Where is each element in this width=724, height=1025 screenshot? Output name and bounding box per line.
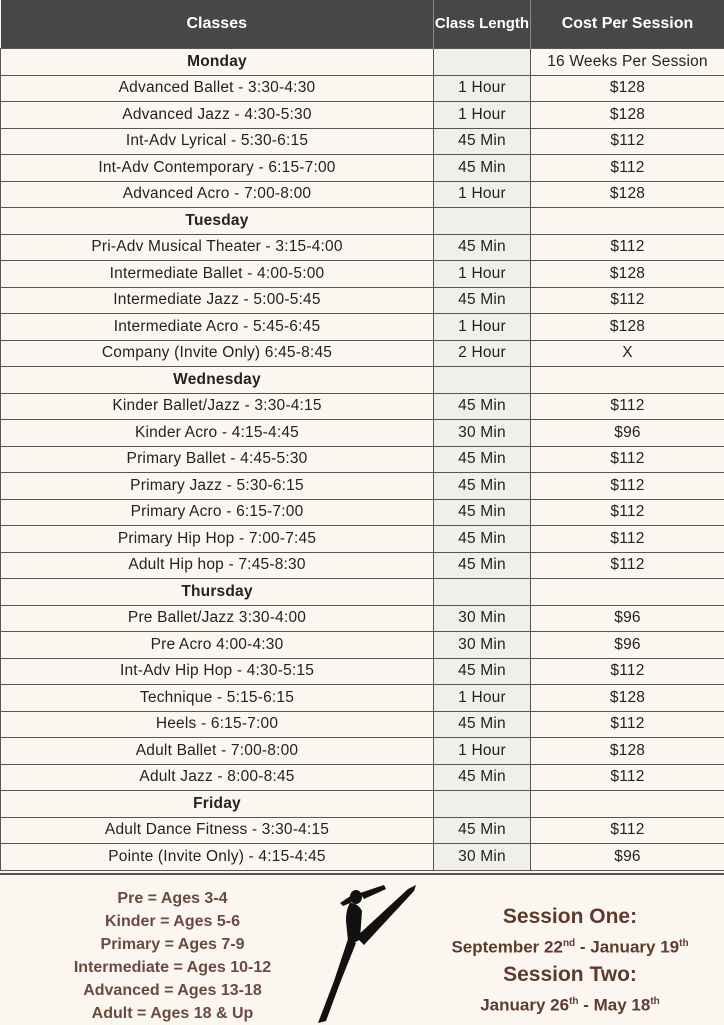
class-length-cell: 45 Min	[434, 155, 531, 182]
class-cost-cell: $128	[531, 738, 724, 765]
class-cost-cell: $112	[531, 473, 724, 500]
class-cost-cell: $112	[531, 764, 724, 791]
table-row	[1, 75, 724, 102]
table-row	[1, 499, 724, 526]
session-one-title: Session One:	[425, 903, 715, 930]
day-label: Wednesday	[1, 367, 434, 394]
table-row	[1, 314, 724, 341]
table-row	[1, 552, 724, 579]
class-length-cell: 1 Hour	[434, 314, 531, 341]
table-header	[1, 0, 724, 49]
class-cost-cell	[531, 791, 724, 818]
table-row	[1, 711, 724, 738]
class-length-cell: 30 Min	[434, 844, 531, 871]
class-length-cell: 2 Hour	[434, 340, 531, 367]
day-header-row	[1, 49, 724, 76]
table-row	[1, 234, 724, 261]
day-label: Friday	[1, 791, 434, 818]
class-length-cell: 45 Min	[434, 711, 531, 738]
class-name-cell: Advanced Jazz - 4:30-5:30	[1, 102, 434, 129]
table-row	[1, 155, 724, 182]
day-label: Thursday	[1, 579, 434, 606]
class-name-cell: Intermediate Jazz - 5:00-5:45	[1, 287, 434, 314]
table-row	[1, 287, 724, 314]
class-length-cell: 45 Min	[434, 393, 531, 420]
class-length-cell: 1 Hour	[434, 685, 531, 712]
date-separator: -	[579, 995, 594, 1014]
class-length-cell: 1 Hour	[434, 261, 531, 288]
table-row	[1, 181, 724, 208]
session-two-dates	[425, 988, 715, 1019]
class-length-cell: 30 Min	[434, 605, 531, 632]
table-row	[1, 526, 724, 553]
class-cost-cell: $96	[531, 605, 724, 632]
session-two-start: January 26	[480, 995, 569, 1014]
table-row	[1, 658, 724, 685]
class-name-cell: Pri-Adv Musical Theater - 3:15-4:00	[1, 234, 434, 261]
class-cost-cell	[531, 208, 724, 235]
class-cost-cell: $112	[531, 287, 724, 314]
class-name-cell: Int-Adv Lyrical - 5:30-6:15	[1, 128, 434, 155]
class-name-cell: Pre Acro 4:00-4:30	[1, 632, 434, 659]
day-header-row	[1, 579, 724, 606]
class-name-cell: Primary Hip Hop - 7:00-7:45	[1, 526, 434, 553]
class-length-cell: 1 Hour	[434, 75, 531, 102]
session-one-end: January 19	[590, 938, 679, 957]
ordinal-suffix: nd	[563, 938, 575, 949]
class-cost-cell: $112	[531, 526, 724, 553]
class-cost-cell: $112	[531, 393, 724, 420]
class-cost-cell: $112	[531, 658, 724, 685]
class-name-cell: Intermediate Acro - 5:45-6:45	[1, 314, 434, 341]
table-row	[1, 340, 724, 367]
class-length-cell: 45 Min	[434, 287, 531, 314]
class-name-cell: Kinder Acro - 4:15-4:45	[1, 420, 434, 447]
class-length-cell: 45 Min	[434, 764, 531, 791]
class-cost-cell: $112	[531, 817, 724, 844]
header-class-length: Class Length	[434, 0, 531, 49]
class-name-cell: Adult Jazz - 8:00-8:45	[1, 764, 434, 791]
age-group: Pre = Ages 3-4	[60, 887, 285, 910]
class-length-cell: 45 Min	[434, 446, 531, 473]
class-cost-cell: $112	[531, 711, 724, 738]
class-name-cell: Advanced Ballet - 3:30-4:30	[1, 75, 434, 102]
day-label: Tuesday	[1, 208, 434, 235]
class-length-cell: 45 Min	[434, 128, 531, 155]
class-cost-cell: $112	[531, 446, 724, 473]
class-length-cell: 1 Hour	[434, 102, 531, 129]
class-name-cell: Heels - 6:15-7:00	[1, 711, 434, 738]
class-name-cell: Pre Ballet/Jazz 3:30-4:00	[1, 605, 434, 632]
class-name-cell: Technique - 5:15-6:15	[1, 685, 434, 712]
class-name-cell: Company (Invite Only) 6:45-8:45	[1, 340, 434, 367]
day-header-row	[1, 791, 724, 818]
session-two-title: Session Two:	[425, 961, 715, 988]
table-row	[1, 420, 724, 447]
class-length-cell: 45 Min	[434, 473, 531, 500]
dancer-silhouette-icon	[310, 881, 430, 1025]
footer-section	[0, 873, 724, 1025]
table-row	[1, 261, 724, 288]
table-row	[1, 473, 724, 500]
class-name-cell: Kinder Ballet/Jazz - 3:30-4:15	[1, 393, 434, 420]
class-length-cell	[434, 791, 531, 818]
age-group: Advanced = Ages 13-18	[60, 979, 285, 1002]
class-length-cell	[434, 49, 531, 76]
header-classes: Classes	[1, 0, 434, 49]
class-cost-cell: $112	[531, 155, 724, 182]
class-length-cell	[434, 579, 531, 606]
age-group: Kinder = Ages 5-6	[60, 910, 285, 933]
ordinal-suffix: th	[650, 996, 659, 1007]
class-length-cell: 45 Min	[434, 817, 531, 844]
class-cost-cell: $128	[531, 314, 724, 341]
class-length-cell: 45 Min	[434, 499, 531, 526]
age-group: Intermediate = Ages 10-12	[60, 956, 285, 979]
date-separator: -	[575, 938, 590, 957]
session-one-dates	[425, 930, 715, 961]
class-cost-cell: $128	[531, 685, 724, 712]
class-cost-cell: 16 Weeks Per Session	[531, 49, 724, 76]
session-one-start: September 22	[451, 938, 563, 957]
class-length-cell: 1 Hour	[434, 181, 531, 208]
table-row	[1, 128, 724, 155]
age-group: Adult = Ages 18 & Up	[60, 1002, 285, 1025]
class-cost-cell	[531, 579, 724, 606]
class-length-cell: 30 Min	[434, 632, 531, 659]
ordinal-suffix: th	[679, 938, 688, 949]
class-cost-cell: $112	[531, 552, 724, 579]
table-row	[1, 393, 724, 420]
class-length-cell: 45 Min	[434, 658, 531, 685]
class-cost-cell: $128	[531, 181, 724, 208]
class-length-cell: 1 Hour	[434, 738, 531, 765]
age-group: Primary = Ages 7-9	[60, 933, 285, 956]
class-length-cell	[434, 208, 531, 235]
class-name-cell: Adult Hip hop - 7:45-8:30	[1, 552, 434, 579]
class-cost-cell: $128	[531, 102, 724, 129]
session-two-end: May 18	[594, 995, 651, 1014]
class-length-cell: 45 Min	[434, 234, 531, 261]
session-dates	[425, 903, 715, 1018]
class-cost-cell: $112	[531, 128, 724, 155]
class-name-cell: Pointe (Invite Only) - 4:15-4:45	[1, 844, 434, 871]
class-name-cell: Int-Adv Hip Hop - 4:30-5:15	[1, 658, 434, 685]
table-row	[1, 738, 724, 765]
class-length-cell: 45 Min	[434, 526, 531, 553]
class-length-cell: 45 Min	[434, 552, 531, 579]
table-row	[1, 844, 724, 871]
class-cost-cell: $96	[531, 632, 724, 659]
table-row	[1, 446, 724, 473]
day-header-row	[1, 208, 724, 235]
class-cost-cell: $96	[531, 420, 724, 447]
table-row	[1, 817, 724, 844]
day-label: Monday	[1, 49, 434, 76]
class-name-cell: Primary Ballet - 4:45-5:30	[1, 446, 434, 473]
class-cost-cell: $96	[531, 844, 724, 871]
class-cost-cell	[531, 367, 724, 394]
class-name-cell: Primary Jazz - 5:30-6:15	[1, 473, 434, 500]
class-length-cell	[434, 367, 531, 394]
class-name-cell: Adult Ballet - 7:00-8:00	[1, 738, 434, 765]
table-row	[1, 102, 724, 129]
class-cost-cell: X	[531, 340, 724, 367]
class-cost-cell: $128	[531, 75, 724, 102]
table-row	[1, 605, 724, 632]
header-cost: Cost Per Session	[531, 0, 724, 49]
day-header-row	[1, 367, 724, 394]
table-row	[1, 632, 724, 659]
age-groups	[60, 887, 285, 1025]
table-row	[1, 764, 724, 791]
class-length-cell: 30 Min	[434, 420, 531, 447]
class-cost-cell: $112	[531, 234, 724, 261]
class-name-cell: Adult Dance Fitness - 3:30-4:15	[1, 817, 434, 844]
class-cost-cell: $128	[531, 261, 724, 288]
class-name-cell: Intermediate Ballet - 4:00-5:00	[1, 261, 434, 288]
class-cost-cell: $112	[531, 499, 724, 526]
class-name-cell: Advanced Acro - 7:00-8:00	[1, 181, 434, 208]
class-name-cell: Primary Acro - 6:15-7:00	[1, 499, 434, 526]
table-row	[1, 685, 724, 712]
class-name-cell: Int-Adv Contemporary - 6:15-7:00	[1, 155, 434, 182]
ordinal-suffix: th	[569, 996, 578, 1007]
